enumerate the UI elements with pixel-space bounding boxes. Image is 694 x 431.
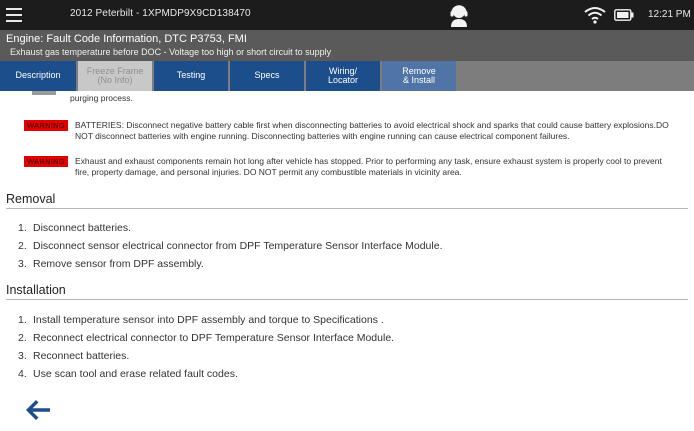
support-agent-icon[interactable] (448, 3, 470, 27)
installation-steps (18, 311, 394, 383)
tab-testing[interactable]: Testing (154, 61, 228, 91)
back-arrow-icon[interactable] (24, 398, 52, 422)
divider (6, 299, 688, 300)
list-item: 3. Remove sensor from DPF assembly. (18, 258, 204, 270)
warning-text: Exhaust and exhaust components remain hot long after vehicle has stopped. Prior to performing any task, ensure exhaust system is properly cool to prevent fire, property damage, and personal injuries. DO NOT permit any combustible materials in vicinity area. (75, 156, 662, 177)
fault-code-title: Engine: Fault Code Information, DTC P3753, FMI (6, 33, 247, 45)
list-item: 2. Disconnect sensor electrical connector from DPF Temperature Sensor Interface Module. (18, 240, 443, 252)
divider (6, 208, 688, 209)
warning-text: BATTERIES: Disconnect negative battery cable first when disconnecting batteries to avoid electrical shock and sparks that could cause battery explosions.DO NOT disconnect batteries with engine running. Disconnecting batteries with engine running can cause electrical component failures. (75, 120, 669, 141)
list-item: 4. Use scan tool and erase related fault codes. (18, 368, 238, 380)
list-item: 2. Reconnect electrical connector to DPF Temperature Sensor Interface Module. (18, 332, 395, 344)
top-bar (0, 0, 694, 30)
installation-heading: Installation (6, 283, 66, 297)
removal-heading: Removal (6, 192, 56, 206)
battery-icon (614, 9, 634, 21)
menu-icon[interactable] (6, 6, 26, 24)
tab-remove-install[interactable]: Remove & Install (382, 61, 456, 91)
fault-code-description: Exhaust gas temperature before DOC - Voltage too high or short circuit to supply (10, 47, 332, 57)
tab-bar (0, 61, 694, 91)
list-item: 1. Disconnect batteries. (18, 222, 132, 234)
list-item: 1. Install temperature sensor into DPF assembly and torque to Specifications . (18, 314, 384, 326)
tab-specs[interactable]: Specs (230, 61, 304, 91)
clock: 12:21 PM (648, 9, 691, 20)
tab-freeze-frame: Freeze Frame (No Info) (78, 61, 152, 91)
tab-description[interactable]: Description (0, 61, 76, 91)
fault-code-header (0, 30, 694, 61)
cutoff-text: purging process. (70, 93, 133, 103)
warning-badge: WARNING (24, 120, 68, 131)
warning-badge: WARNING (24, 156, 68, 167)
list-item: 3. Reconnect batteries. (18, 350, 130, 362)
vehicle-id: 2012 Peterbilt - 1XPMDP9X9CD138470 (70, 8, 251, 19)
removal-steps (18, 219, 443, 273)
tab-wiring-locator[interactable]: Wiring/ Locator (306, 61, 380, 91)
wifi-icon (584, 6, 606, 24)
cutoff-warning-tag (32, 91, 56, 95)
